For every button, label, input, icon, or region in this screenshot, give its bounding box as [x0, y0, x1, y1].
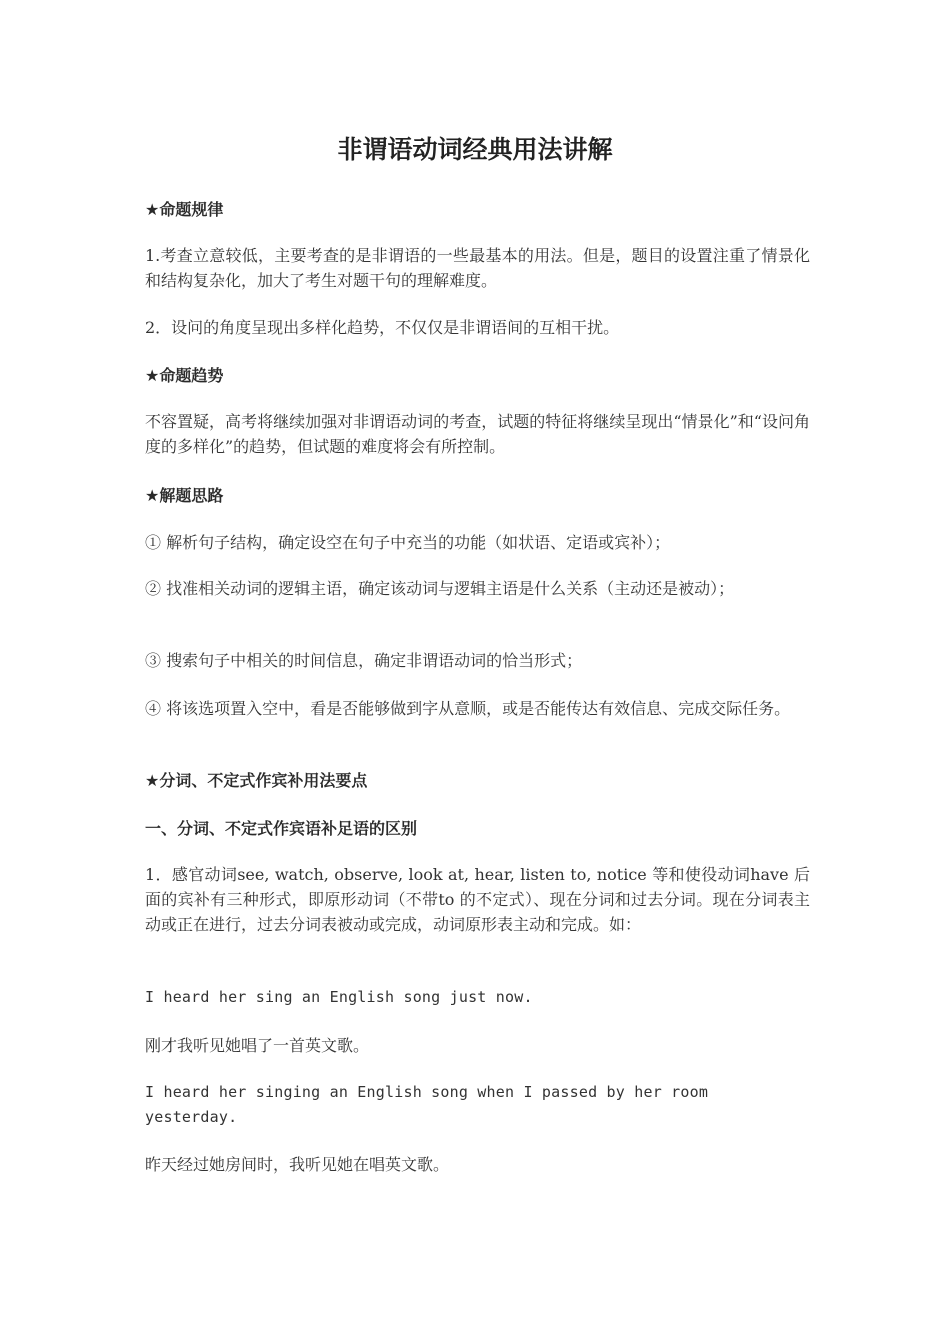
points-paragraph-1: 1．感官动词see, watch, observe, look at, hear, listen to, notice 等和使役动词have 后面的宾补有三种形式，即原形动词（不带to 的不定式）、现在分词和过去分词。现在分词表主动或正在进行，过去分词表被动或完成，动词原形表主动和完成。如： — [145, 865, 810, 934]
approach-step-4: ④ 将该选项置入空中，看是否能够做到字从意顺，或是否能传达有效信息、完成交际任务。 — [145, 699, 791, 718]
section-heading-points: ★分词、不定式作宾补用法要点 — [145, 771, 368, 790]
rules-paragraph-1: 1.考查立意较低，主要考查的是非谓语的一些最基本的用法。但是，题目的设置注重了情景化和结构复杂化，加大了考生对题干句的理解难度。 — [145, 246, 810, 290]
example-2-english: I heard her singing an English song when I passed by her room yesterday. — [145, 1083, 709, 1126]
section-heading-rules: ★命题规律 — [145, 200, 224, 219]
example-1-chinese: 刚才我听见她唱了一首英文歌。 — [145, 1036, 370, 1055]
approach-step-1: ① 解析句子结构，确定设空在句子中充当的功能（如状语、定语或宾补）； — [145, 533, 671, 552]
example-1-english: I heard her sing an English song just now. — [145, 988, 533, 1006]
trend-paragraph-1: 不容置疑，高考将继续加强对非谓语动词的考查，试题的特征将继续呈现出“情景化”和“设问角度的多样化”的趋势，但试题的难度将会有所控制。 — [145, 412, 810, 456]
rules-paragraph-2: 2．设问的角度呈现出多样化趋势，不仅仅是非谓语间的互相干扰。 — [145, 318, 620, 337]
approach-step-3: ③ 搜索句子中相关的时间信息，确定非谓语动词的恰当形式； — [145, 651, 583, 670]
document-title: 非谓语动词经典用法讲解 — [337, 135, 613, 164]
section-heading-trend: ★命题趋势 — [145, 366, 224, 385]
example-2-chinese: 昨天经过她房间时，我听见她在唱英文歌。 — [145, 1155, 450, 1174]
section-heading-approach: ★解题思路 — [145, 486, 224, 505]
approach-step-2: ② 找准相关动词的逻辑主语，确定该动词与逻辑主语是什么关系（主动还是被动）； — [145, 579, 735, 598]
points-subheading: 一、分词、不定式作宾语补足语的区别 — [145, 819, 418, 838]
